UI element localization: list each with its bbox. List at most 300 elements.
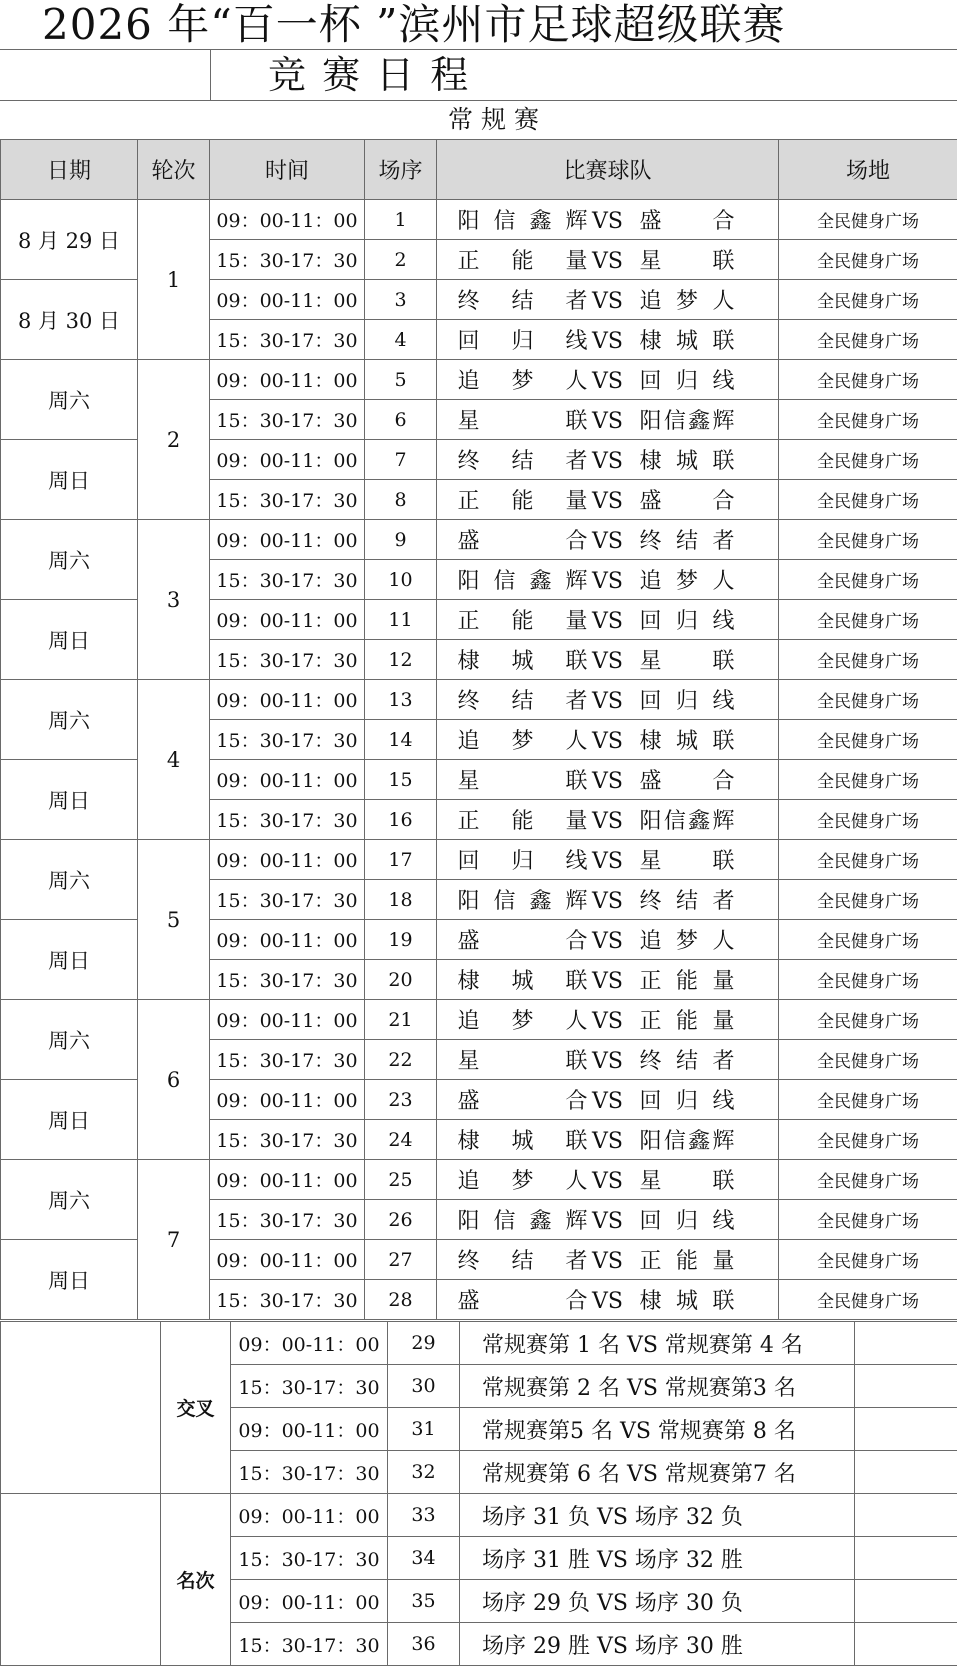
- teams-cell: [437, 1120, 779, 1160]
- venue-cell: 全民健身广场: [779, 760, 957, 800]
- home-team: 星 联: [457, 1049, 588, 1074]
- home-team: 追梦人: [457, 1169, 588, 1194]
- teams-cell: 场序 31 负 VS 场序 32 负: [460, 1494, 855, 1537]
- table-row: [1, 680, 957, 720]
- away-team: 终结者: [639, 889, 735, 914]
- home-team: 阳信鑫辉: [457, 889, 588, 914]
- time-cell: 09：00-11：00: [210, 680, 365, 720]
- time-cell: 15：30-17：30: [210, 640, 365, 680]
- home-team: 盛 合: [457, 1289, 588, 1314]
- date-cell: 周日: [1, 440, 138, 520]
- home-team: 阳信鑫辉: [457, 209, 588, 234]
- blank-cell: [855, 1623, 957, 1666]
- date-cell: 周六: [1, 520, 138, 600]
- match-no-cell: 28: [365, 1280, 437, 1320]
- home-team: 棣城联: [457, 969, 588, 994]
- blank-cell: [855, 1537, 957, 1580]
- teams-cell: [437, 1240, 779, 1280]
- match-no-cell: 27: [365, 1240, 437, 1280]
- venue-cell: 全民健身广场: [779, 560, 957, 600]
- round-cell: 1: [138, 200, 210, 360]
- home-team: 星 联: [457, 409, 588, 434]
- time-cell: 15：30-17：30: [210, 960, 365, 1000]
- venue-cell: 全民健身广场: [779, 240, 957, 280]
- away-team: 阳信鑫辉: [639, 409, 735, 434]
- teams-cell: 场序 29 负 VS 场序 30 负: [460, 1580, 855, 1623]
- time-cell: 09：00-11：00: [210, 760, 365, 800]
- away-team: 星 联: [639, 1169, 735, 1194]
- time-cell: 15：30-17：30: [210, 320, 365, 360]
- teams-cell: [437, 240, 779, 280]
- teams-line: [458, 444, 758, 475]
- vs-label: VS: [592, 849, 623, 874]
- table-row: [1, 360, 957, 400]
- teams-cell: [437, 840, 779, 880]
- date-cell: 周六: [1, 680, 138, 760]
- match-no-cell: 8: [365, 480, 437, 520]
- teams-cell: [437, 720, 779, 760]
- date-cell: 8 月 29 日: [1, 200, 138, 280]
- time-cell: 15：30-17：30: [210, 400, 365, 440]
- time-cell: 15：30-17：30: [231, 1451, 388, 1494]
- teams-line: [458, 604, 758, 635]
- away-team: 阳信鑫辉: [639, 809, 735, 834]
- time-cell: 09：00-11：00: [210, 520, 365, 560]
- blank-cell: [1, 1494, 161, 1666]
- vs-label: VS: [592, 729, 623, 754]
- away-team: 盛 合: [639, 209, 735, 234]
- regular-season-table: [0, 139, 957, 1320]
- header-date: 日期: [1, 140, 138, 200]
- venue-cell: 全民健身广场: [779, 1200, 957, 1240]
- home-team: 棣城联: [457, 1129, 588, 1154]
- teams-cell: 常规赛第5 名 VS 常规赛第 8 名: [460, 1408, 855, 1451]
- teams-cell: [437, 360, 779, 400]
- time-cell: 09：00-11：00: [231, 1408, 388, 1451]
- match-no-cell: 23: [365, 1080, 437, 1120]
- home-team: 正能量: [457, 489, 588, 514]
- teams-cell: [437, 520, 779, 560]
- away-team: 盛 合: [639, 489, 735, 514]
- teams-cell: [437, 880, 779, 920]
- teams-line: [458, 684, 758, 715]
- venue-cell: 全民健身广场: [779, 920, 957, 960]
- teams-cell: [437, 760, 779, 800]
- date-cell: 周六: [1, 1000, 138, 1080]
- time-cell: 09：00-11：00: [210, 840, 365, 880]
- venue-cell: 全民健身广场: [779, 840, 957, 880]
- stage-cell: 交叉: [161, 1322, 231, 1494]
- vs-label: VS: [592, 769, 623, 794]
- time-cell: 15：30-17：30: [210, 1040, 365, 1080]
- vs-label: VS: [592, 809, 623, 834]
- date-cell: 周日: [1, 1080, 138, 1160]
- home-team: 终结者: [457, 1249, 588, 1274]
- round-cell: 6: [138, 1000, 210, 1160]
- venue-cell: 全民健身广场: [779, 1040, 957, 1080]
- away-team: 回归线: [639, 1089, 735, 1114]
- blank-cell: [1, 1322, 161, 1494]
- match-no-cell: 34: [388, 1537, 460, 1580]
- table-row: [1, 1494, 957, 1537]
- vs-label: VS: [592, 369, 623, 394]
- venue-cell: 全民健身广场: [779, 1080, 957, 1120]
- vs-label: VS: [592, 689, 623, 714]
- away-team: 盛 合: [639, 769, 735, 794]
- match-no-cell: 24: [365, 1120, 437, 1160]
- teams-cell: [437, 1200, 779, 1240]
- teams-cell: 常规赛第 1 名 VS 常规赛第 4 名: [460, 1322, 855, 1365]
- away-team: 星 联: [639, 849, 735, 874]
- teams-line: [458, 524, 758, 555]
- away-team: 棣城联: [639, 329, 735, 354]
- time-cell: 09：00-11：00: [231, 1580, 388, 1623]
- match-no-cell: 4: [365, 320, 437, 360]
- vs-label: VS: [592, 1129, 623, 1154]
- venue-cell: 全民健身广场: [779, 1120, 957, 1160]
- match-no-cell: 22: [365, 1040, 437, 1080]
- vs-label: VS: [592, 1289, 623, 1314]
- home-team: 盛 合: [457, 1089, 588, 1114]
- away-team: 星 联: [639, 249, 735, 274]
- table-row: [1, 1322, 957, 1365]
- venue-cell: 全民健身广场: [779, 400, 957, 440]
- vs-label: VS: [592, 969, 623, 994]
- round-cell: 5: [138, 840, 210, 1000]
- table-row: [1, 1160, 957, 1200]
- table-row: [1, 840, 957, 880]
- time-cell: 15：30-17：30: [210, 720, 365, 760]
- header-row: [1, 140, 957, 200]
- match-no-cell: 11: [365, 600, 437, 640]
- time-cell: 15：30-17：30: [210, 1200, 365, 1240]
- teams-line: [458, 1284, 758, 1315]
- time-cell: 09：00-11：00: [210, 600, 365, 640]
- venue-cell: 全民健身广场: [779, 280, 957, 320]
- home-team: 棣城联: [457, 649, 588, 674]
- page-subtitle: 竞 赛 日 程: [268, 53, 471, 97]
- teams-cell: 场序 31 胜 VS 场序 32 胜: [460, 1537, 855, 1580]
- vs-label: VS: [592, 249, 623, 274]
- teams-line: [458, 404, 758, 435]
- venue-cell: 全民健身广场: [779, 600, 957, 640]
- match-no-cell: 21: [365, 1000, 437, 1040]
- date-cell: 周六: [1, 840, 138, 920]
- blank-cell: [855, 1580, 957, 1623]
- teams-line: [458, 1044, 758, 1075]
- teams-cell: [437, 680, 779, 720]
- away-team: 正能量: [639, 1249, 735, 1274]
- date-cell: 周六: [1, 1160, 138, 1240]
- teams-line: [458, 804, 758, 835]
- vs-label: VS: [592, 1009, 623, 1034]
- time-cell: 15：30-17：30: [210, 1120, 365, 1160]
- away-team: 棣城联: [639, 729, 735, 754]
- vs-label: VS: [592, 489, 623, 514]
- away-team: 正能量: [639, 1009, 735, 1034]
- home-team: 追梦人: [457, 729, 588, 754]
- venue-cell: 全民健身广场: [779, 720, 957, 760]
- away-team: 星 联: [639, 649, 735, 674]
- time-cell: 09：00-11：00: [210, 200, 365, 240]
- teams-cell: [437, 920, 779, 960]
- away-team: 回归线: [639, 369, 735, 394]
- teams-line: [458, 1124, 758, 1155]
- venue-cell: 全民健身广场: [779, 880, 957, 920]
- teams-cell: [437, 440, 779, 480]
- away-team: 终结者: [639, 529, 735, 554]
- time-cell: 15：30-17：30: [210, 800, 365, 840]
- page-title: 2026 年“百一杯 ”滨州市足球超级联赛: [42, 0, 786, 49]
- match-no-cell: 10: [365, 560, 437, 600]
- home-team: 追梦人: [457, 1009, 588, 1034]
- venue-cell: 全民健身广场: [779, 480, 957, 520]
- teams-line: [458, 1084, 758, 1115]
- date-cell: 周六: [1, 360, 138, 440]
- teams-line: [458, 644, 758, 675]
- teams-cell: [437, 640, 779, 680]
- header-teams: 比赛球队: [437, 140, 779, 200]
- vs-label: VS: [592, 209, 623, 234]
- round-cell: 7: [138, 1160, 210, 1320]
- home-team: 阳信鑫辉: [457, 1209, 588, 1234]
- regular-season-body: [1, 200, 957, 1320]
- match-no-cell: 13: [365, 680, 437, 720]
- teams-line: [458, 484, 758, 515]
- teams-line: [458, 204, 758, 235]
- teams-cell: [437, 800, 779, 840]
- vs-label: VS: [592, 1089, 623, 1114]
- teams-line: [458, 324, 758, 355]
- venue-cell: 全民健身广场: [779, 360, 957, 400]
- round-cell: 2: [138, 360, 210, 520]
- section-heading: [0, 101, 957, 139]
- time-cell: 09：00-11：00: [231, 1322, 388, 1365]
- match-no-cell: 17: [365, 840, 437, 880]
- round-cell: 3: [138, 520, 210, 680]
- header-match-no: 场序: [365, 140, 437, 200]
- date-cell: 周日: [1, 1240, 138, 1320]
- time-cell: 15：30-17：30: [210, 240, 365, 280]
- vs-label: VS: [592, 569, 623, 594]
- teams-cell: [437, 1280, 779, 1320]
- away-team: 回归线: [639, 609, 735, 634]
- subtitle-row: [0, 50, 957, 101]
- teams-line: [458, 284, 758, 315]
- time-cell: 09：00-11：00: [210, 440, 365, 480]
- teams-cell: [437, 1080, 779, 1120]
- teams-cell: [437, 600, 779, 640]
- match-no-cell: 35: [388, 1580, 460, 1623]
- match-no-cell: 20: [365, 960, 437, 1000]
- vs-label: VS: [592, 409, 623, 434]
- teams-cell: [437, 320, 779, 360]
- table-row: [1, 520, 957, 560]
- match-no-cell: 2: [365, 240, 437, 280]
- vs-label: VS: [592, 529, 623, 554]
- vs-label: VS: [592, 329, 623, 354]
- teams-line: [458, 724, 758, 755]
- teams-line: [458, 1244, 758, 1275]
- knockout-body: [1, 1322, 957, 1666]
- home-team: 盛 合: [457, 529, 588, 554]
- vs-label: VS: [592, 289, 623, 314]
- round-cell: 4: [138, 680, 210, 840]
- blank-cell: [0, 50, 211, 101]
- teams-line: [458, 564, 758, 595]
- time-cell: 09：00-11：00: [231, 1494, 388, 1537]
- teams-line: [458, 884, 758, 915]
- match-no-cell: 18: [365, 880, 437, 920]
- vs-label: VS: [592, 609, 623, 634]
- time-cell: 15：30-17：30: [210, 880, 365, 920]
- match-no-cell: 15: [365, 760, 437, 800]
- time-cell: 09：00-11：00: [210, 360, 365, 400]
- venue-cell: 全民健身广场: [779, 680, 957, 720]
- blank-cell: [855, 1451, 957, 1494]
- match-no-cell: 12: [365, 640, 437, 680]
- vs-label: VS: [592, 1169, 623, 1194]
- header-round: 轮次: [138, 140, 210, 200]
- teams-cell: [437, 480, 779, 520]
- time-cell: 15：30-17：30: [210, 1280, 365, 1320]
- away-team: 正能量: [639, 969, 735, 994]
- match-no-cell: 5: [365, 360, 437, 400]
- blank-cell: [855, 1322, 957, 1365]
- home-team: 星 联: [457, 769, 588, 794]
- time-cell: 15：30-17：30: [210, 480, 365, 520]
- vs-label: VS: [592, 449, 623, 474]
- teams-cell: 常规赛第 2 名 VS 常规赛第3 名: [460, 1365, 855, 1408]
- match-no-cell: 1: [365, 200, 437, 240]
- teams-line: [458, 1164, 758, 1195]
- teams-cell: [437, 200, 779, 240]
- teams-cell: [437, 560, 779, 600]
- time-cell: 15：30-17：30: [231, 1365, 388, 1408]
- date-cell: 周日: [1, 760, 138, 840]
- home-team: 追梦人: [457, 369, 588, 394]
- vs-label: VS: [592, 889, 623, 914]
- match-no-cell: 29: [388, 1322, 460, 1365]
- time-cell: 15：30-17：30: [231, 1623, 388, 1666]
- header-time: 时间: [210, 140, 365, 200]
- vs-label: VS: [592, 1049, 623, 1074]
- match-no-cell: 16: [365, 800, 437, 840]
- teams-cell: [437, 400, 779, 440]
- vs-label: VS: [592, 929, 623, 954]
- teams-line: [458, 924, 758, 955]
- header-venue: 场地: [779, 140, 957, 200]
- match-no-cell: 14: [365, 720, 437, 760]
- blank-cell: [855, 1365, 957, 1408]
- venue-cell: 全民健身广场: [779, 1160, 957, 1200]
- venue-cell: 全民健身广场: [779, 320, 957, 360]
- home-team: 回归线: [457, 329, 588, 354]
- section-label: 常 规 赛: [448, 105, 539, 134]
- home-team: 回归线: [457, 849, 588, 874]
- home-team: 正能量: [457, 609, 588, 634]
- vs-label: VS: [592, 649, 623, 674]
- venue-cell: 全民健身广场: [779, 200, 957, 240]
- time-cell: 09：00-11：00: [210, 1240, 365, 1280]
- blank-cell: [855, 1494, 957, 1537]
- time-cell: 09：00-11：00: [210, 920, 365, 960]
- away-team: 终结者: [639, 1049, 735, 1074]
- match-no-cell: 9: [365, 520, 437, 560]
- time-cell: 09：00-11：00: [210, 1000, 365, 1040]
- time-cell: 09：00-11：00: [210, 280, 365, 320]
- date-cell: 周日: [1, 600, 138, 680]
- match-no-cell: 33: [388, 1494, 460, 1537]
- away-team: 棣城联: [639, 449, 735, 474]
- venue-cell: 全民健身广场: [779, 640, 957, 680]
- away-team: 追梦人: [639, 289, 735, 314]
- time-cell: 15：30-17：30: [210, 560, 365, 600]
- teams-line: [458, 364, 758, 395]
- teams-line: [458, 844, 758, 875]
- teams-line: [458, 1004, 758, 1035]
- blank-cell: [855, 1408, 957, 1451]
- time-cell: 09：00-11：00: [210, 1080, 365, 1120]
- teams-cell: 常规赛第 6 名 VS 常规赛第7 名: [460, 1451, 855, 1494]
- teams-cell: [437, 1160, 779, 1200]
- stage-cell: 名次: [161, 1494, 231, 1666]
- match-no-cell: 32: [388, 1451, 460, 1494]
- home-team: 终结者: [457, 689, 588, 714]
- match-no-cell: 3: [365, 280, 437, 320]
- teams-cell: 场序 29 胜 VS 场序 30 胜: [460, 1623, 855, 1666]
- venue-cell: 全民健身广场: [779, 960, 957, 1000]
- home-team: 正能量: [457, 809, 588, 834]
- table-row: [1, 200, 957, 240]
- home-team: 阳信鑫辉: [457, 569, 588, 594]
- away-team: 追梦人: [639, 569, 735, 594]
- venue-cell: 全民健身广场: [779, 800, 957, 840]
- teams-line: [458, 244, 758, 275]
- teams-line: [458, 1204, 758, 1235]
- away-team: 回归线: [639, 689, 735, 714]
- match-no-cell: 19: [365, 920, 437, 960]
- date-cell: 8 月 30 日: [1, 280, 138, 360]
- date-cell: 周日: [1, 920, 138, 1000]
- away-team: 阳信鑫辉: [639, 1129, 735, 1154]
- teams-line: [458, 764, 758, 795]
- knockout-table: [0, 1321, 957, 1666]
- match-no-cell: 26: [365, 1200, 437, 1240]
- match-no-cell: 31: [388, 1408, 460, 1451]
- venue-cell: 全民健身广场: [779, 440, 957, 480]
- time-cell: 09：00-11：00: [210, 1160, 365, 1200]
- match-no-cell: 25: [365, 1160, 437, 1200]
- home-team: 盛 合: [457, 929, 588, 954]
- away-team: 回归线: [639, 1209, 735, 1234]
- venue-cell: 全民健身广场: [779, 1280, 957, 1320]
- teams-cell: [437, 1000, 779, 1040]
- table-row: [1, 1000, 957, 1040]
- vs-label: VS: [592, 1209, 623, 1234]
- match-no-cell: 36: [388, 1623, 460, 1666]
- home-team: 正能量: [457, 249, 588, 274]
- match-no-cell: 6: [365, 400, 437, 440]
- match-no-cell: 7: [365, 440, 437, 480]
- home-team: 终结者: [457, 289, 588, 314]
- vs-label: VS: [592, 1249, 623, 1274]
- time-cell: 15：30-17：30: [231, 1537, 388, 1580]
- venue-cell: 全民健身广场: [779, 1240, 957, 1280]
- teams-cell: [437, 280, 779, 320]
- home-team: 终结者: [457, 449, 588, 474]
- teams-cell: [437, 960, 779, 1000]
